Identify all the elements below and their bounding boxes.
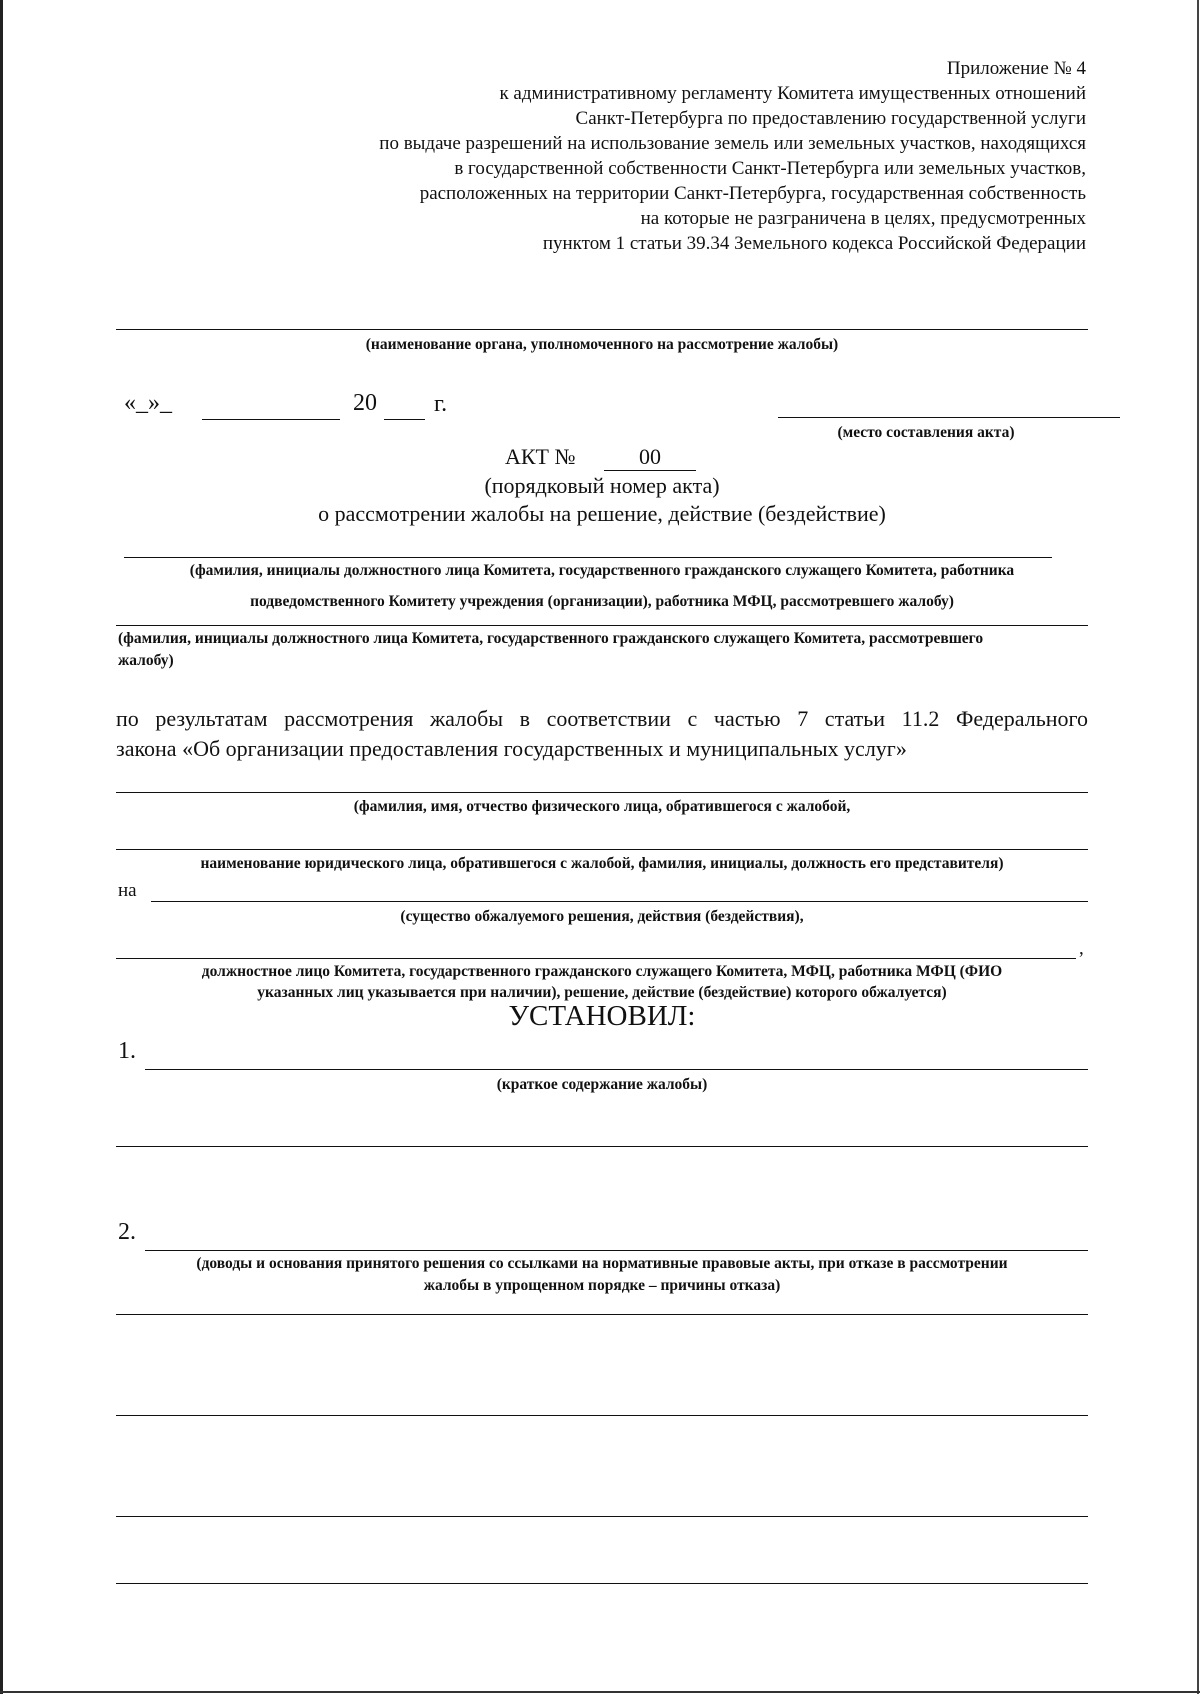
item-2-line <box>145 1250 1088 1251</box>
item-1-caption: (краткое содержание жалобы) <box>496 1076 708 1093</box>
date-year-line <box>384 419 425 420</box>
official-caption: жалобу) <box>118 652 174 669</box>
applicant-caption: (фамилия, имя, отчество физического лица, обратившегося с жалобой, <box>353 798 851 815</box>
applicant-line-1 <box>116 792 1088 793</box>
na-label: на <box>118 880 137 901</box>
blank-line <box>116 1583 1088 1584</box>
act-subject: о рассмотрении жалобы на решение, действие (бездействие) <box>318 501 886 526</box>
item-1-label: 1. <box>118 1038 136 1064</box>
official-line-2 <box>116 625 1088 626</box>
act-number: 00 <box>639 444 661 469</box>
date-month-line <box>202 419 340 420</box>
place-caption: (место составления акта) <box>837 424 1015 441</box>
official-line-1 <box>124 557 1052 558</box>
header-line: расположенных на территории Санкт-Петербурга, государственная собственность <box>419 183 1086 204</box>
appealed-caption: должностное лицо Комитета, государственного гражданского служащего Комитета, МФЦ, работника МФЦ (ФИО <box>201 963 1003 980</box>
header-line: в государственной собственности Санкт-Петербурга или земельных участков, <box>454 158 1086 179</box>
header-line: пунктом 1 статьи 39.34 Земельного кодекса Российской Федерации <box>542 233 1086 254</box>
header-line: к административному регламенту Комитета имущественных отношений <box>499 83 1086 104</box>
item-1-line <box>145 1069 1088 1070</box>
applicant-line-2 <box>116 849 1088 850</box>
organ-caption: (наименование органа, уполномоченного на рассмотрение жалобы) <box>365 336 839 353</box>
organ-name-line <box>116 329 1088 330</box>
blank-line <box>116 1314 1088 1315</box>
result-text-line: по результатам рассмотрения жалобы в соответствии с частью 7 статьи 11.2 Федерального <box>116 706 1088 731</box>
established-heading: УСТАНОВИЛ: <box>508 1000 696 1032</box>
official-caption: (фамилия, инициалы должностного лица Комитета, государственного гражданского служащего Комитета, работника <box>189 562 1015 579</box>
date-year-suffix: г. <box>434 391 448 417</box>
page-left-border <box>0 0 3 1694</box>
act-label: АКТ № <box>505 444 576 469</box>
act-number-line <box>604 470 696 471</box>
result-text-line: закона «Об организации предоставления государственных и муниципальных услуг» <box>116 736 907 761</box>
item-1-extra-line <box>116 1146 1088 1147</box>
item-2-label: 2. <box>118 1219 136 1245</box>
header-line: на которые не разграничена в целях, предусмотренных <box>640 208 1086 229</box>
essence-caption: (существо обжалуемого решения, действия (бездействия), <box>400 908 804 925</box>
place-line <box>778 417 1120 418</box>
appealed-line <box>116 958 1076 959</box>
page-right-border <box>1197 0 1199 1694</box>
header-line: по выдаче разрешений на использование земель или земельных участков, находящихся <box>379 133 1086 154</box>
applicant-caption: наименование юридического лица, обратившегося с жалобой, фамилия, инициалы, должность его представителя) <box>200 855 1004 872</box>
essence-line <box>151 901 1088 902</box>
blank-line <box>116 1415 1088 1416</box>
appealed-caption: указанных лиц указывается при наличии), решение, действие (бездействие) которого обжалуется) <box>257 984 947 1001</box>
blank-line <box>116 1516 1088 1517</box>
act-number-caption: (порядковый номер акта) <box>484 473 720 498</box>
official-caption: подведомственного Комитету учреждения (организации), работника МФЦ, рассмотревшего жалобу) <box>250 593 954 610</box>
header-line: Приложение № 4 <box>946 58 1086 79</box>
page-bottom-border <box>0 1691 1200 1693</box>
date-day-quotes: «_»_ <box>124 390 172 416</box>
official-caption: (фамилия, инициалы должностного лица Комитета, государственного гражданского служащего Комитета, рассмотревшего <box>118 630 984 647</box>
appealed-comma: , <box>1079 938 1084 959</box>
header-line: Санкт-Петербурга по предоставлению государственной услуги <box>575 108 1086 129</box>
item-2-caption: (доводы и основания принятого решения со ссылками на нормативные правовые акты, при отказе в рассмотрении <box>196 1255 1008 1272</box>
date-year-prefix: 20 <box>353 390 377 416</box>
item-2-caption: жалобы в упрощенном порядке – причины отказа) <box>423 1277 781 1294</box>
